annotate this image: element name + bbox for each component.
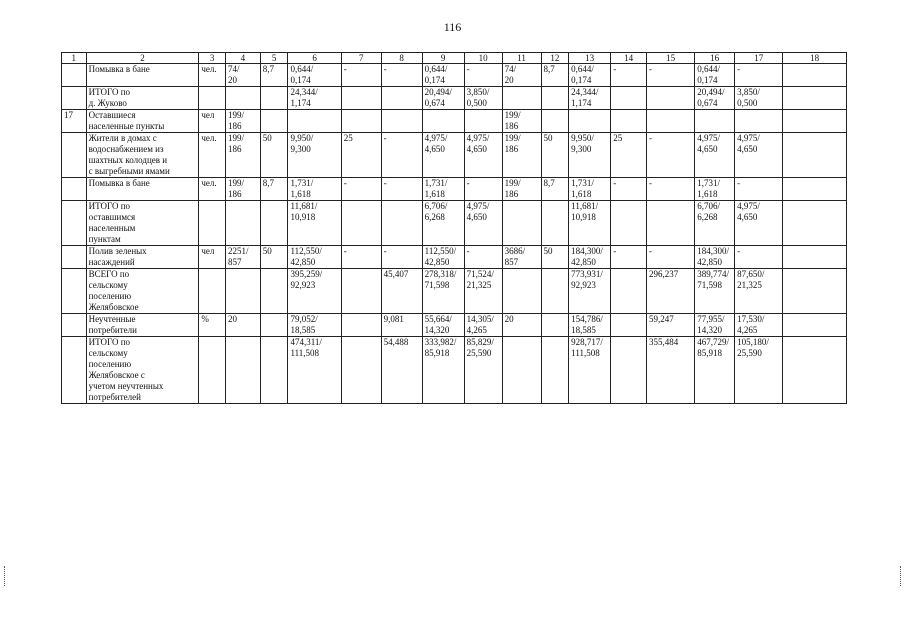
table-cell: 0,644/ 0,174 bbox=[288, 64, 341, 87]
row-label-cell: Помывка в бане bbox=[86, 64, 199, 87]
table-cell: - bbox=[611, 178, 647, 201]
table-cell bbox=[611, 110, 647, 133]
table-cell: 1,731/ 1,618 bbox=[569, 178, 611, 201]
table-cell bbox=[62, 337, 87, 404]
left-edge-mark bbox=[4, 566, 6, 586]
column-header: 15 bbox=[647, 53, 695, 64]
row-label-cell: ВСЕГО по сельскому поселению Желябовское bbox=[86, 269, 199, 314]
table-cell: 0,644/ 0,174 bbox=[695, 64, 735, 87]
table-cell: % bbox=[199, 314, 226, 337]
table-cell: 474,311/ 111,508 bbox=[288, 337, 341, 404]
column-header: 12 bbox=[541, 53, 569, 64]
table-cell: 199/ 186 bbox=[225, 110, 260, 133]
table-cell bbox=[783, 64, 847, 87]
table-cell bbox=[199, 269, 226, 314]
table-cell: - bbox=[611, 64, 647, 87]
table-cell: 199/ 186 bbox=[225, 133, 260, 178]
table-cell bbox=[422, 110, 464, 133]
table-cell: 20,494/ 0,674 bbox=[695, 87, 735, 110]
table-cell: 71,524/ 21,325 bbox=[464, 269, 502, 314]
table-cell bbox=[199, 337, 226, 404]
table-cell: 6,706/ 6,268 bbox=[695, 201, 735, 246]
table-cell: 4,975/ 4,650 bbox=[422, 133, 464, 178]
table-cell: 184,300/ 42,850 bbox=[695, 246, 735, 269]
table-cell: 9,950/ 9,300 bbox=[569, 133, 611, 178]
table-cell: - bbox=[341, 246, 381, 269]
table-cell bbox=[647, 110, 695, 133]
table-cell: 199/ 186 bbox=[502, 110, 541, 133]
column-header: 2 bbox=[86, 53, 199, 64]
table-cell bbox=[199, 87, 226, 110]
table-cell: 59,247 bbox=[647, 314, 695, 337]
table-cell: 3,850/ 0,500 bbox=[464, 87, 502, 110]
table-row bbox=[62, 133, 847, 178]
table-cell: 296,237 bbox=[647, 269, 695, 314]
table-cell: 112,550/ 42,850 bbox=[422, 246, 464, 269]
table-row bbox=[62, 64, 847, 87]
table-cell: чел. bbox=[199, 178, 226, 201]
row-label-cell: ИТОГО по д. Жуково bbox=[86, 87, 199, 110]
table-cell bbox=[611, 314, 647, 337]
table-cell: 50 bbox=[541, 246, 569, 269]
table-cell bbox=[783, 314, 847, 337]
table-cell: 8,7 bbox=[541, 64, 569, 87]
table-cell: чел bbox=[199, 246, 226, 269]
table-cell bbox=[341, 87, 381, 110]
table-cell: 20 bbox=[502, 314, 541, 337]
table-cell: 4,975/ 4,650 bbox=[464, 201, 502, 246]
table-cell bbox=[341, 201, 381, 246]
table-cell: 24,344/ 1,174 bbox=[569, 87, 611, 110]
table-cell bbox=[647, 87, 695, 110]
table-row bbox=[62, 87, 847, 110]
table-cell bbox=[541, 337, 569, 404]
table-cell: 9,950/ 9,300 bbox=[288, 133, 341, 178]
table-cell: 1,731/ 1,618 bbox=[288, 178, 341, 201]
data-table bbox=[61, 52, 847, 404]
table-cell: 199/ 186 bbox=[502, 133, 541, 178]
table-cell: 4,975/ 4,650 bbox=[464, 133, 502, 178]
table-cell bbox=[260, 201, 288, 246]
table-cell bbox=[783, 246, 847, 269]
column-header: 13 bbox=[569, 53, 611, 64]
table-cell: 199/ 186 bbox=[502, 178, 541, 201]
table-cell: 87,650/ 21,325 bbox=[735, 269, 783, 314]
table-cell bbox=[611, 337, 647, 404]
table-cell bbox=[341, 110, 381, 133]
table-cell: - bbox=[464, 64, 502, 87]
column-header: 7 bbox=[341, 53, 381, 64]
table-cell bbox=[541, 314, 569, 337]
column-header: 17 bbox=[735, 53, 783, 64]
table-cell: 50 bbox=[260, 133, 288, 178]
table-cell: - bbox=[341, 178, 381, 201]
table-cell bbox=[62, 87, 87, 110]
table-cell bbox=[199, 201, 226, 246]
table-cell: 199/ 186 bbox=[225, 178, 260, 201]
table-row bbox=[62, 201, 847, 246]
table-cell: - bbox=[381, 64, 422, 87]
row-label-cell: ИТОГО по оставшимся населенным пунктам bbox=[86, 201, 199, 246]
table-cell: 184,300/ 42,850 bbox=[569, 246, 611, 269]
table-cell bbox=[381, 110, 422, 133]
column-header: 18 bbox=[783, 53, 847, 64]
table-cell: чел. bbox=[199, 133, 226, 178]
table-cell bbox=[502, 87, 541, 110]
table-cell: чел. bbox=[199, 64, 226, 87]
table-cell bbox=[62, 178, 87, 201]
table-cell: 2251/ 857 bbox=[225, 246, 260, 269]
table-cell: - bbox=[341, 64, 381, 87]
table-cell: - bbox=[381, 133, 422, 178]
table-cell: - bbox=[735, 178, 783, 201]
table-cell bbox=[783, 337, 847, 404]
table-cell bbox=[341, 269, 381, 314]
table-cell: 20 bbox=[225, 314, 260, 337]
table-cell bbox=[541, 110, 569, 133]
table-cell: 105,180/ 25,590 bbox=[735, 337, 783, 404]
table-cell bbox=[225, 269, 260, 314]
table-cell: 467,729/ 85,918 bbox=[695, 337, 735, 404]
table-cell: - bbox=[735, 64, 783, 87]
table-cell: 4,975/ 4,650 bbox=[735, 133, 783, 178]
column-header: 1 bbox=[62, 53, 87, 64]
table-cell: 1,731/ 1,618 bbox=[695, 178, 735, 201]
table-cell: - bbox=[381, 246, 422, 269]
table-cell: 74/ 20 bbox=[502, 64, 541, 87]
table-cell: 11,681/ 10,918 bbox=[569, 201, 611, 246]
table-cell bbox=[260, 337, 288, 404]
column-header: 3 bbox=[199, 53, 226, 64]
table-cell bbox=[502, 269, 541, 314]
table-cell: 79,052/ 18,585 bbox=[288, 314, 341, 337]
table-cell: - bbox=[381, 178, 422, 201]
table-cell: 3,850/ 0,500 bbox=[735, 87, 783, 110]
table-cell bbox=[611, 269, 647, 314]
table-cell: 77,955/ 14,320 bbox=[695, 314, 735, 337]
table-cell: 395,259/ 92,923 bbox=[288, 269, 341, 314]
table-cell bbox=[735, 110, 783, 133]
table-cell bbox=[783, 87, 847, 110]
table-cell: 14,305/ 4,265 bbox=[464, 314, 502, 337]
table-header-row bbox=[62, 53, 847, 64]
table-cell bbox=[62, 246, 87, 269]
table-cell: 50 bbox=[541, 133, 569, 178]
table-cell: 0,644/ 0,174 bbox=[569, 64, 611, 87]
table-cell bbox=[783, 133, 847, 178]
table-cell: 17 bbox=[62, 110, 87, 133]
column-header: 9 bbox=[422, 53, 464, 64]
row-label-cell: ИТОГО по сельскому поселению Желябовское с учетом неучтенных потребителей bbox=[86, 337, 199, 404]
column-header: 4 bbox=[225, 53, 260, 64]
table-cell: - bbox=[735, 246, 783, 269]
table-cell: 25 bbox=[341, 133, 381, 178]
table-cell: 45,407 bbox=[381, 269, 422, 314]
table-cell bbox=[647, 201, 695, 246]
table-cell: 154,786/ 18,585 bbox=[569, 314, 611, 337]
table-cell bbox=[611, 201, 647, 246]
table-cell bbox=[225, 337, 260, 404]
table-cell bbox=[569, 110, 611, 133]
table-row bbox=[62, 110, 847, 133]
table-cell bbox=[783, 178, 847, 201]
table-cell: 74/ 20 bbox=[225, 64, 260, 87]
table-cell bbox=[225, 87, 260, 110]
column-header: 5 bbox=[260, 53, 288, 64]
table-cell: 54,488 bbox=[381, 337, 422, 404]
table-cell: 389,774/ 71,598 bbox=[695, 269, 735, 314]
table-cell bbox=[260, 314, 288, 337]
row-label-cell: Полив зеленых насаждений bbox=[86, 246, 199, 269]
table-cell: 355,484 bbox=[647, 337, 695, 404]
table-cell: 17,530/ 4,265 bbox=[735, 314, 783, 337]
row-label-cell: Жители в домах с водоснабжением из шахтных колодцев и с выгребными ямами bbox=[86, 133, 199, 178]
table-cell: 11,681/ 10,918 bbox=[288, 201, 341, 246]
table-cell bbox=[783, 110, 847, 133]
table-cell: 4,975/ 4,650 bbox=[695, 133, 735, 178]
table-row bbox=[62, 246, 847, 269]
table-cell bbox=[464, 110, 502, 133]
table-cell: 333,982/ 85,918 bbox=[422, 337, 464, 404]
table-cell bbox=[611, 87, 647, 110]
table-cell: 4,975/ 4,650 bbox=[735, 201, 783, 246]
table-cell: - bbox=[647, 133, 695, 178]
table-cell: 8,7 bbox=[260, 178, 288, 201]
table-row bbox=[62, 314, 847, 337]
table-cell: - bbox=[464, 246, 502, 269]
table-cell bbox=[62, 201, 87, 246]
table-cell: 3686/ 857 bbox=[502, 246, 541, 269]
table-cell: 85,829/ 25,590 bbox=[464, 337, 502, 404]
table-cell bbox=[783, 201, 847, 246]
table-cell bbox=[695, 110, 735, 133]
column-header: 10 bbox=[464, 53, 502, 64]
table-cell bbox=[288, 110, 341, 133]
table-cell: - bbox=[647, 246, 695, 269]
right-edge-mark bbox=[900, 566, 902, 586]
row-label-cell: Помывка в бане bbox=[86, 178, 199, 201]
table-cell bbox=[62, 64, 87, 87]
column-header: 8 bbox=[381, 53, 422, 64]
table-cell bbox=[541, 269, 569, 314]
table-cell bbox=[502, 201, 541, 246]
table-cell: 278,318/ 71,598 bbox=[422, 269, 464, 314]
table-row bbox=[62, 269, 847, 314]
table-cell: 8,7 bbox=[260, 64, 288, 87]
table-cell: 112,550/ 42,850 bbox=[288, 246, 341, 269]
table-cell bbox=[260, 87, 288, 110]
table-cell: 6,706/ 6,268 bbox=[422, 201, 464, 246]
table-cell bbox=[62, 269, 87, 314]
table-cell: 55,664/ 14,320 bbox=[422, 314, 464, 337]
table-cell bbox=[341, 314, 381, 337]
table-cell bbox=[62, 133, 87, 178]
table-cell bbox=[341, 337, 381, 404]
table-cell: 773,931/ 92,923 bbox=[569, 269, 611, 314]
row-label-cell: Оставшиеся населенные пункты bbox=[86, 110, 199, 133]
table-cell: 928,717/ 111,508 bbox=[569, 337, 611, 404]
table-row bbox=[62, 178, 847, 201]
table-cell bbox=[260, 110, 288, 133]
table-cell: - bbox=[647, 178, 695, 201]
table-cell bbox=[502, 337, 541, 404]
table-cell: - bbox=[647, 64, 695, 87]
table-cell: - bbox=[611, 246, 647, 269]
table-row bbox=[62, 337, 847, 404]
table-cell bbox=[541, 201, 569, 246]
table-cell: - bbox=[464, 178, 502, 201]
table-cell: чел bbox=[199, 110, 226, 133]
table-cell: 8,7 bbox=[541, 178, 569, 201]
row-label-cell: Неучтенные потребители bbox=[86, 314, 199, 337]
table-cell: 25 bbox=[611, 133, 647, 178]
table-cell bbox=[225, 201, 260, 246]
table-cell: 20,494/ 0,674 bbox=[422, 87, 464, 110]
table-cell bbox=[381, 87, 422, 110]
column-header: 6 bbox=[288, 53, 341, 64]
table-cell: 9,081 bbox=[381, 314, 422, 337]
table-cell: 50 bbox=[260, 246, 288, 269]
table-cell bbox=[62, 314, 87, 337]
table-cell bbox=[381, 201, 422, 246]
table-cell bbox=[541, 87, 569, 110]
column-header: 11 bbox=[502, 53, 541, 64]
table-cell: 1,731/ 1,618 bbox=[422, 178, 464, 201]
column-header: 14 bbox=[611, 53, 647, 64]
table-cell: 24,344/ 1,174 bbox=[288, 87, 341, 110]
column-header: 16 bbox=[695, 53, 735, 64]
table-cell: 0,644/ 0,174 bbox=[422, 64, 464, 87]
page-number: 116 bbox=[443, 20, 462, 34]
table-cell bbox=[783, 269, 847, 314]
table-cell bbox=[260, 269, 288, 314]
